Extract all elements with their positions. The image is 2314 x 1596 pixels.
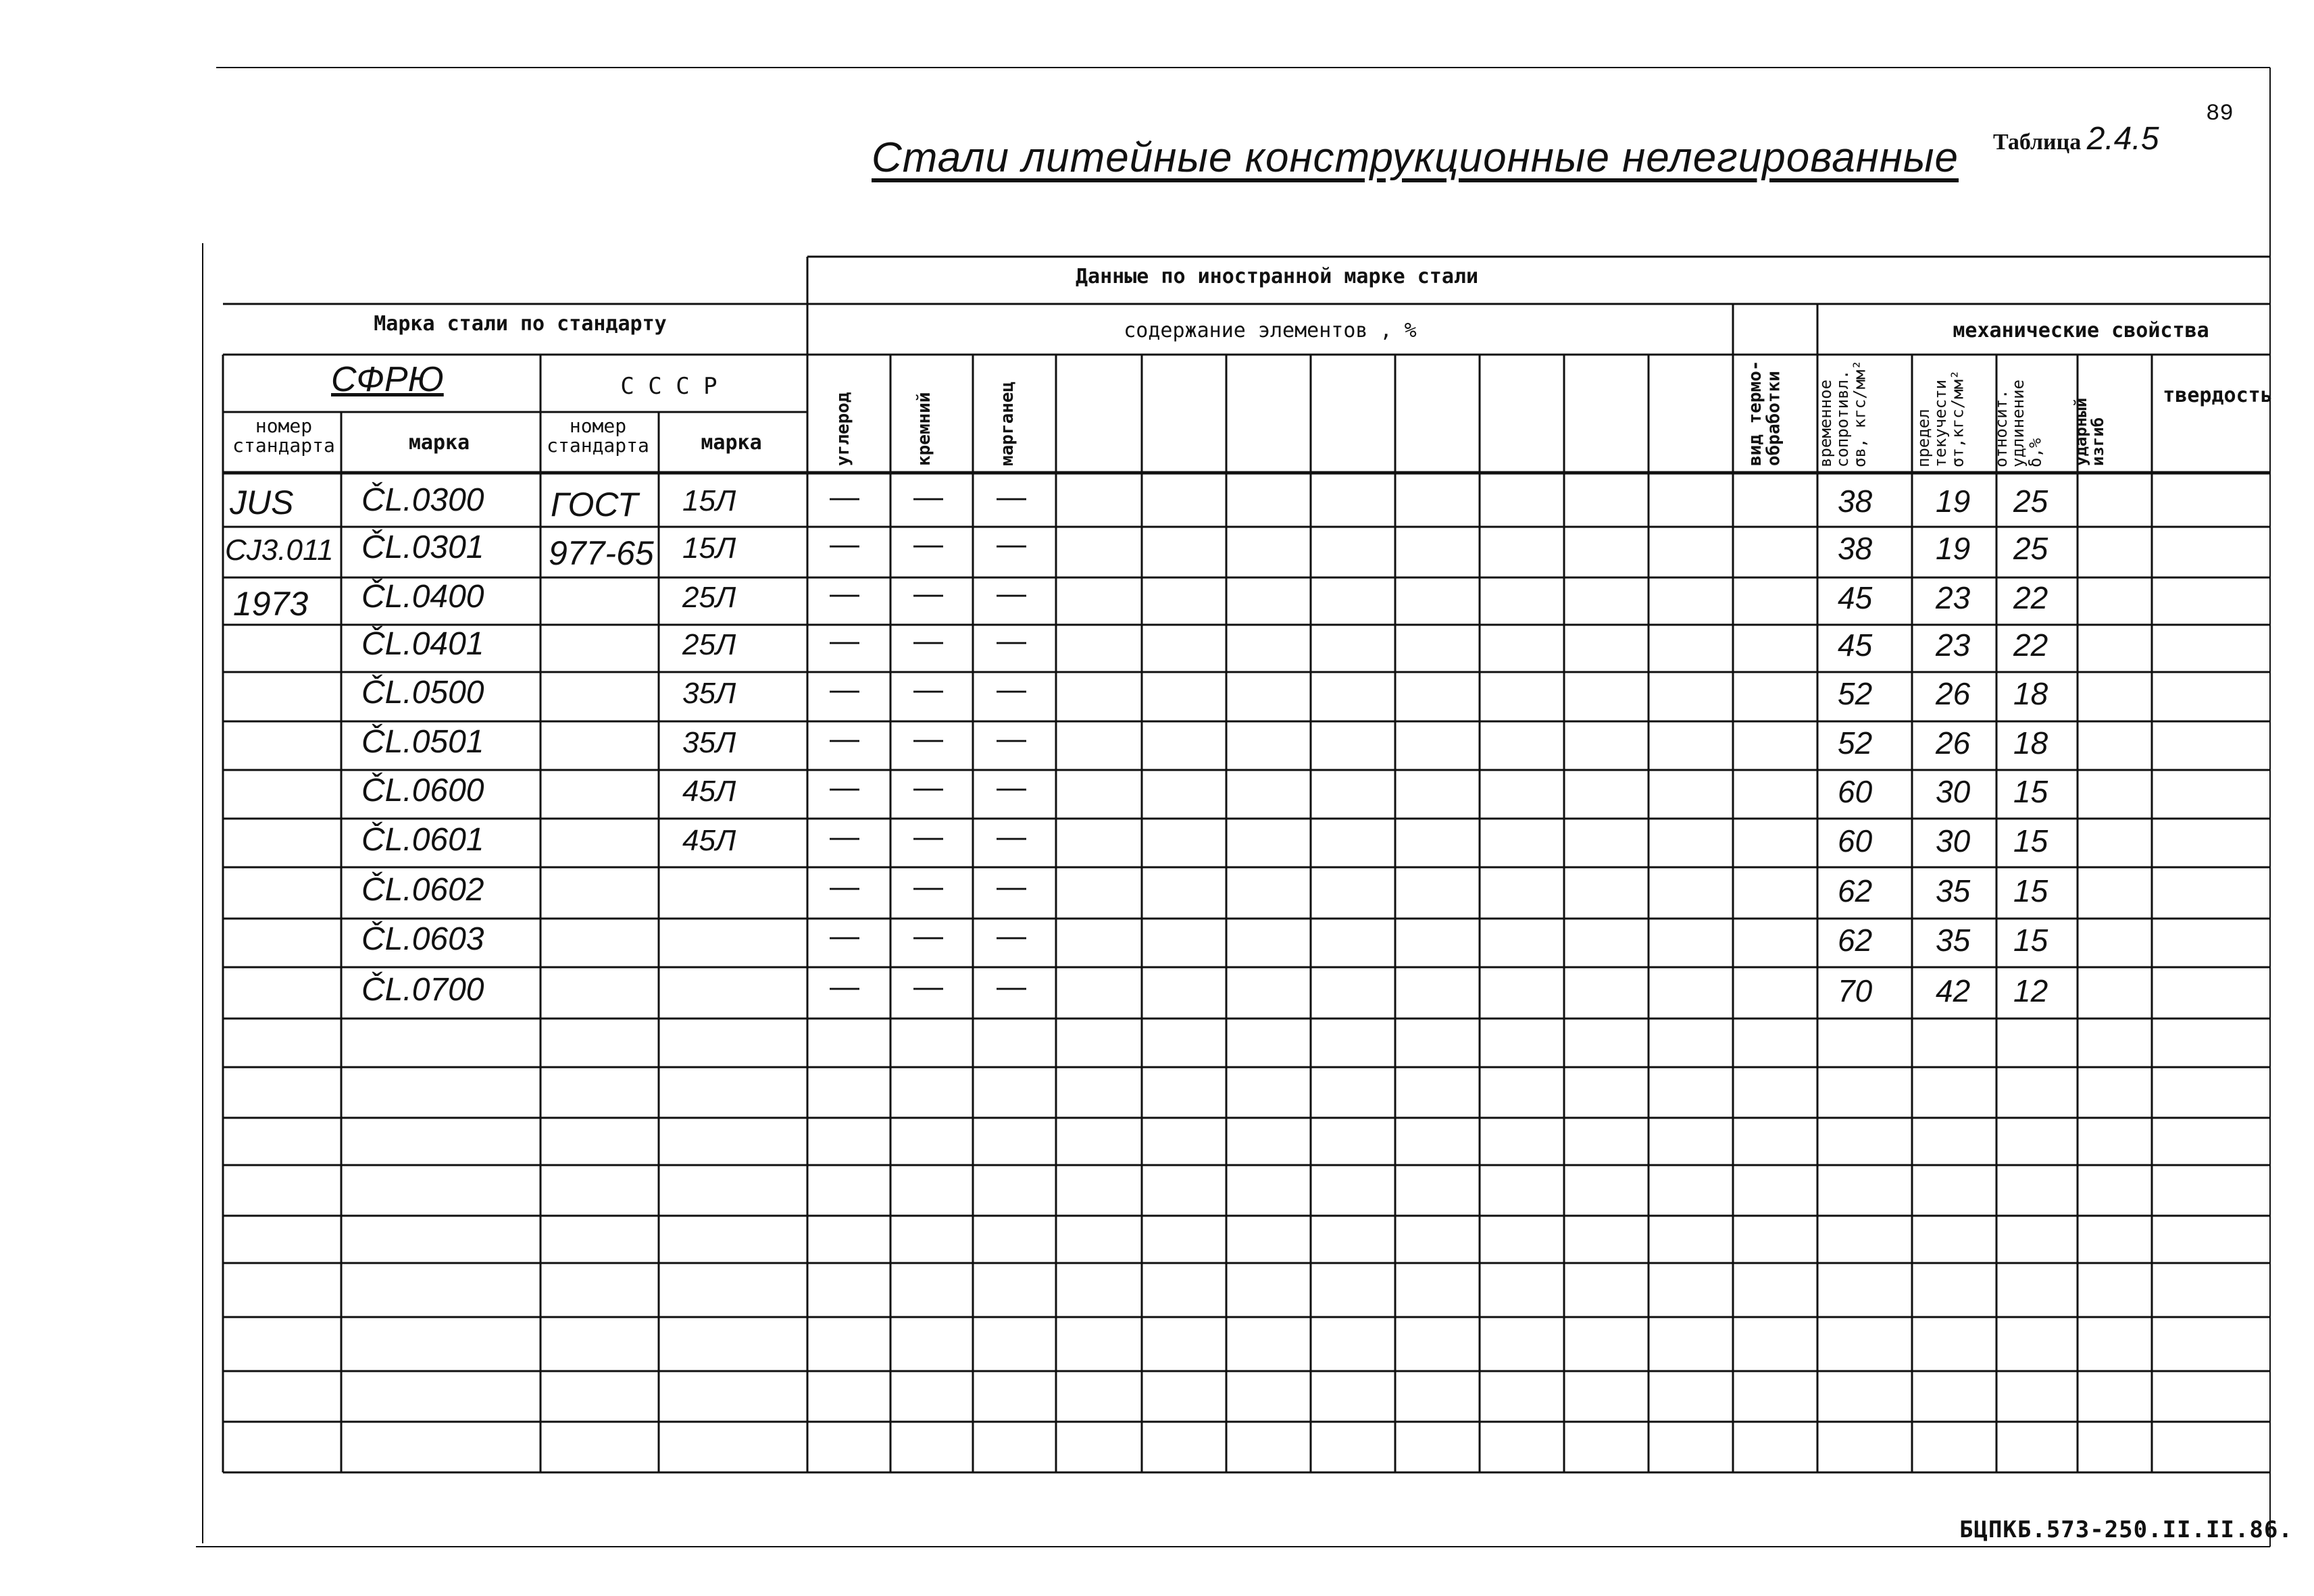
header-grade-yu: марка bbox=[408, 431, 470, 455]
row-yield: 42 bbox=[1936, 973, 1971, 1008]
row-silicon: — bbox=[913, 673, 943, 706]
row-elongation: 22 bbox=[2013, 580, 2048, 615]
row-elongation: 15 bbox=[2013, 873, 2048, 908]
row-silicon: — bbox=[913, 527, 943, 561]
row-carbon: — bbox=[830, 870, 859, 903]
row-yu-grade: ČL.0401 bbox=[361, 626, 484, 662]
row-manganese: — bbox=[997, 919, 1026, 952]
row-elongation: 22 bbox=[2013, 627, 2048, 663]
row-elongation: 15 bbox=[2013, 823, 2048, 858]
row-elongation: 18 bbox=[2013, 725, 2048, 761]
row-yu-grade: ČL.0301 bbox=[361, 530, 484, 565]
row-yu-grade: ČL.0600 bbox=[361, 773, 484, 808]
row-yu-grade: ČL.0602 bbox=[361, 872, 484, 908]
header-ussr: С С С Р bbox=[620, 373, 718, 400]
row-elongation: 18 bbox=[2013, 676, 2048, 711]
row-tensile: 70 bbox=[1838, 973, 1873, 1008]
row-carbon: — bbox=[830, 820, 859, 853]
row-silicon: — bbox=[913, 919, 943, 952]
row-manganese: — bbox=[997, 527, 1026, 561]
header-heat-treatment: вид термо- обработки bbox=[1745, 360, 1784, 466]
header-carbon: углерод bbox=[833, 392, 853, 466]
yu-standard-line-1: JUS bbox=[230, 484, 294, 521]
row-silicon: — bbox=[913, 624, 943, 657]
row-manganese: — bbox=[997, 870, 1026, 903]
row-manganese: — bbox=[997, 970, 1026, 1003]
row-yield: 26 bbox=[1936, 676, 1971, 711]
row-silicon: — bbox=[913, 820, 943, 853]
row-manganese: — bbox=[997, 673, 1026, 706]
row-ussr-grade: 15Л bbox=[682, 484, 736, 517]
row-tensile: 60 bbox=[1838, 823, 1873, 858]
row-silicon: — bbox=[913, 577, 943, 610]
header-grade-ussr: марка bbox=[701, 431, 762, 455]
row-elongation: 12 bbox=[2013, 973, 2048, 1008]
ussr-standard-line-1: ГОСТ bbox=[551, 486, 638, 523]
row-elongation: 15 bbox=[2013, 774, 2048, 809]
header-std-number-ussr: номер стандарта bbox=[547, 415, 649, 457]
yu-standard-line-3: 1973 bbox=[233, 585, 309, 623]
header-impact: ударный изгиб bbox=[2071, 397, 2108, 466]
header-hardness: твердость bbox=[2163, 384, 2273, 407]
row-yu-grade: ČL.0501 bbox=[361, 724, 484, 760]
row-manganese: — bbox=[997, 771, 1026, 804]
row-manganese: — bbox=[997, 480, 1026, 513]
header-mechanical-properties: механические свойства bbox=[1953, 319, 2209, 342]
header-std-number-yu: номер стандарта bbox=[232, 415, 335, 457]
page-number: 89 bbox=[2206, 101, 2234, 127]
ussr-standard-line-2: 977-65 bbox=[549, 534, 654, 572]
row-silicon: — bbox=[913, 722, 943, 755]
row-silicon: — bbox=[913, 771, 943, 804]
row-tensile: 60 bbox=[1838, 774, 1873, 809]
row-yu-grade: ČL.0400 bbox=[361, 579, 484, 615]
row-manganese: — bbox=[997, 624, 1026, 657]
table-ref-prefix: Таблица bbox=[1993, 130, 2082, 155]
header-steel-grade-by-standard: Марка стали по стандарту bbox=[374, 312, 667, 336]
footer-document-code: БЦПКБ.573-250.II.II.86. bbox=[1959, 1516, 2293, 1543]
row-ussr-grade: 25Л bbox=[682, 581, 736, 614]
row-carbon: — bbox=[830, 722, 859, 755]
page-title: Стали литейные конструкционные нелегированные bbox=[872, 134, 1959, 181]
row-carbon: — bbox=[830, 527, 859, 561]
row-yu-grade: ČL.0300 bbox=[361, 482, 484, 518]
row-carbon: — bbox=[830, 480, 859, 513]
row-manganese: — bbox=[997, 722, 1026, 755]
header-elongation: относит. удлинение δ,% bbox=[1992, 379, 2045, 467]
row-yield: 30 bbox=[1936, 823, 1971, 858]
row-carbon: — bbox=[830, 919, 859, 952]
header-manganese: марганец bbox=[997, 381, 1017, 466]
row-tensile: 45 bbox=[1838, 627, 1873, 663]
row-ussr-grade: 35Л bbox=[682, 726, 736, 759]
row-yield: 26 bbox=[1936, 725, 1971, 761]
row-yield: 30 bbox=[1936, 774, 1971, 809]
row-yield: 35 bbox=[1936, 923, 1971, 958]
row-tensile: 52 bbox=[1838, 725, 1873, 761]
row-silicon: — bbox=[913, 870, 943, 903]
row-yu-grade: ČL.0500 bbox=[361, 675, 484, 711]
row-ussr-grade: 25Л bbox=[682, 628, 736, 661]
row-carbon: — bbox=[830, 577, 859, 610]
row-silicon: — bbox=[913, 480, 943, 513]
row-ussr-grade: 45Л bbox=[682, 824, 736, 857]
row-yield: 23 bbox=[1936, 580, 1971, 615]
row-ussr-grade: 35Л bbox=[682, 677, 736, 710]
row-manganese: — bbox=[997, 577, 1026, 610]
table-ref-number: 2.4.5 bbox=[2086, 121, 2159, 157]
row-yu-grade: ČL.0700 bbox=[361, 972, 484, 1008]
header-sfrj: СФРЮ bbox=[331, 360, 444, 399]
row-elongation: 25 bbox=[2013, 531, 2048, 566]
header-silicon: кремний bbox=[914, 392, 934, 466]
header-content-elements: содержание элементов , % bbox=[1124, 319, 1417, 342]
row-manganese: — bbox=[997, 820, 1026, 853]
row-tensile: 52 bbox=[1838, 676, 1873, 711]
row-yield: 23 bbox=[1936, 627, 1971, 663]
row-ussr-grade: 45Л bbox=[682, 775, 736, 808]
row-tensile: 38 bbox=[1838, 531, 1873, 566]
yu-standard-line-2: CJ3.011 bbox=[225, 534, 334, 567]
row-yield: 19 bbox=[1936, 484, 1971, 519]
row-silicon: — bbox=[913, 970, 943, 1003]
row-elongation: 25 bbox=[2013, 484, 2048, 519]
row-carbon: — bbox=[830, 624, 859, 657]
row-yield: 35 bbox=[1936, 873, 1971, 908]
row-elongation: 15 bbox=[2013, 923, 2048, 958]
row-ussr-grade: 15Л bbox=[682, 532, 736, 565]
header-tensile: временное сопротивл. σв, кгс/мм² bbox=[1816, 360, 1869, 467]
row-tensile: 62 bbox=[1838, 923, 1873, 958]
row-carbon: — bbox=[830, 673, 859, 706]
row-yield: 19 bbox=[1936, 531, 1971, 566]
row-carbon: — bbox=[830, 970, 859, 1003]
row-yu-grade: ČL.0603 bbox=[361, 921, 484, 957]
header-yield: предел текучести σт,кгс/мм² bbox=[1914, 369, 1967, 467]
row-tensile: 38 bbox=[1838, 484, 1873, 519]
row-tensile: 45 bbox=[1838, 580, 1873, 615]
header-foreign-data: Данные по иностранной марке стали bbox=[1075, 265, 1479, 288]
row-tensile: 62 bbox=[1838, 873, 1873, 908]
row-yu-grade: ČL.0601 bbox=[361, 822, 484, 858]
row-carbon: — bbox=[830, 771, 859, 804]
